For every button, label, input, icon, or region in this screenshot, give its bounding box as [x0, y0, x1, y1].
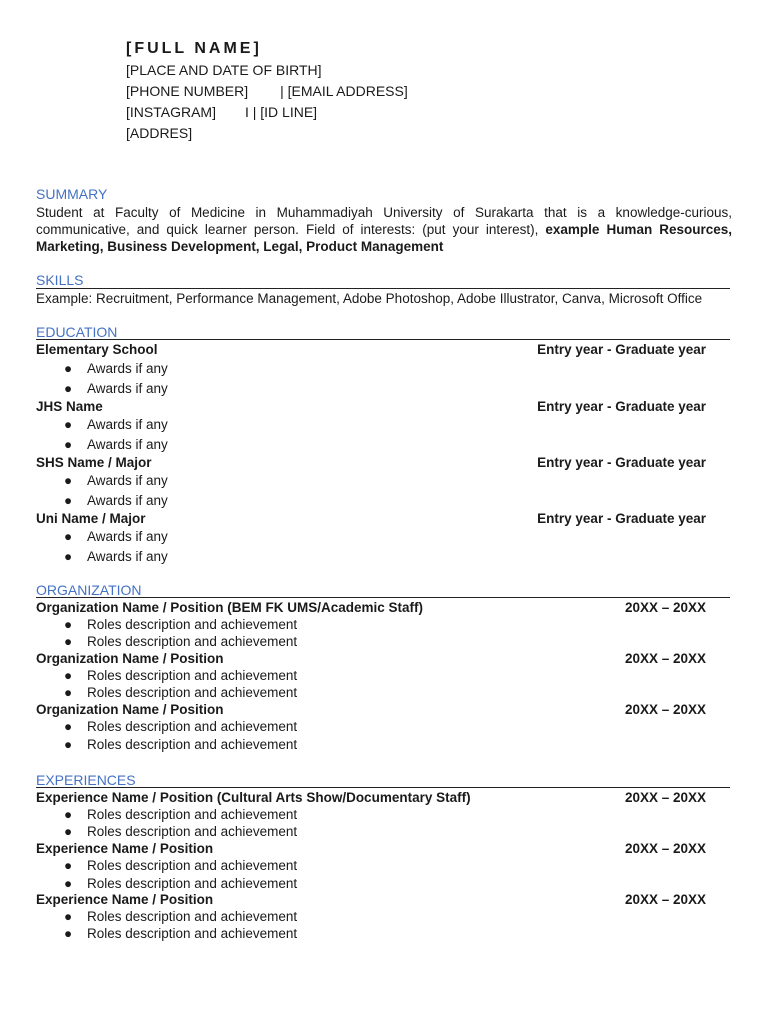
education-name: Elementary School: [36, 342, 158, 357]
education-item: [36, 454, 706, 471]
list-item: ● Roles description and achievement: [64, 634, 298, 649]
list-item: ● Roles description and achievement: [64, 824, 298, 839]
bullet-dot-icon: ●: [64, 685, 73, 700]
phone-number: [PHONE NUMBER]: [126, 83, 249, 99]
list-item: ● Roles description and achievement: [64, 668, 298, 683]
bullet-dot-icon: ●: [64, 719, 73, 734]
education-name: SHS Name / Major: [36, 455, 152, 470]
list-item: ● Awards if any: [64, 529, 168, 544]
address: [ADDRES]: [126, 125, 193, 141]
full-name: [FULL NAME]: [126, 40, 262, 57]
skills-text: Example: Recruitment, Performance Management, Adobe Photoshop, Adobe Illustrator, Canva, Microsoft Office: [36, 291, 703, 306]
list-item: ● Roles description and achievement: [64, 617, 298, 632]
bullet-dot-icon: ●: [64, 807, 73, 822]
list-item: ● Roles description and achievement: [64, 807, 298, 822]
experiences-divider: [36, 787, 730, 788]
bullet-dot-icon: ●: [64, 926, 73, 941]
bullet-dot-icon: ●: [64, 361, 73, 376]
contact-line-2: [126, 102, 408, 123]
organization-years: 20XX – 20XX: [624, 600, 706, 615]
bullet-dot-icon: ●: [64, 824, 73, 839]
skills-title: SKILLS: [36, 272, 84, 288]
education-title: EDUCATION: [36, 324, 118, 340]
experience-years: 20XX – 20XX: [624, 892, 706, 907]
contact-line-1: [126, 81, 408, 102]
skills-divider: [36, 288, 730, 289]
list-item: ● Roles description and achievement: [64, 858, 298, 873]
education-item: [36, 398, 706, 415]
bullet-dot-icon: ●: [64, 876, 73, 891]
experience-name: Experience Name / Position: [36, 841, 214, 856]
organization-name: Organization Name / Position: [36, 702, 224, 717]
organization-years: 20XX – 20XX: [624, 651, 706, 666]
bullet-dot-icon: ●: [64, 634, 73, 649]
list-item: ● Awards if any: [64, 549, 168, 564]
bullet-dot-icon: ●: [64, 909, 73, 924]
experience-name: Experience Name / Position: [36, 892, 214, 907]
summary-title: SUMMARY: [36, 186, 108, 202]
organization-divider: [36, 597, 730, 598]
organization-title: ORGANIZATION: [36, 582, 142, 598]
summary-text-bold: example Human Resources, Marketing, Business Development, Legal, Product Management: [36, 222, 732, 254]
list-item: ● Awards if any: [64, 417, 168, 432]
organization-years: 20XX – 20XX: [624, 702, 706, 717]
header-block: [126, 38, 408, 144]
bullet-dot-icon: ●: [64, 381, 73, 396]
experience-name: Experience Name / Position (Cultural Arts Show/Documentary Staff): [36, 790, 471, 805]
education-name: JHS Name: [36, 399, 103, 414]
education-years: Entry year - Graduate year: [537, 455, 706, 470]
summary-text-plain: Student at Faculty of Medicine in Muhammadiyah University of Surakarta that is a knowledge-curious, communicative, and quick learner person. Field of interests: (put your interest),: [36, 205, 732, 237]
experience-item: [36, 789, 706, 806]
education-years: Entry year - Graduate year: [537, 399, 706, 414]
experience-item: [36, 840, 706, 857]
summary-text: [36, 204, 732, 255]
experience-years: 20XX – 20XX: [624, 841, 706, 856]
list-item: ● Awards if any: [64, 473, 168, 488]
list-item: ● Awards if any: [64, 437, 168, 452]
list-item: ● Awards if any: [64, 381, 168, 396]
education-years: Entry year - Graduate year: [537, 511, 706, 526]
organization-item: [36, 650, 706, 667]
bullet-dot-icon: ●: [64, 417, 73, 432]
organization-item: [36, 701, 706, 718]
education-divider: [36, 339, 730, 340]
experiences-title: EXPERIENCES: [36, 772, 136, 788]
education-item: [36, 510, 706, 527]
bullet-dot-icon: ●: [64, 549, 73, 564]
list-item: ● Roles description and achievement: [64, 685, 298, 700]
education-item: [36, 341, 706, 358]
bullet-dot-icon: ●: [64, 668, 73, 683]
education-years: Entry year - Graduate year: [537, 342, 706, 357]
experience-item: [36, 891, 706, 908]
list-item: ● Roles description and achievement: [64, 719, 298, 734]
list-item: ● Roles description and achievement: [64, 876, 298, 891]
education-name: Uni Name / Major: [36, 511, 146, 526]
bullet-dot-icon: ●: [64, 737, 73, 752]
list-item: ● Roles description and achievement: [64, 909, 298, 924]
bullet-dot-icon: ●: [64, 617, 73, 632]
list-item: ● Awards if any: [64, 493, 168, 508]
place-dob: [PLACE AND DATE OF BIRTH]: [126, 62, 322, 78]
experience-years: 20XX – 20XX: [624, 790, 706, 805]
organization-item: [36, 599, 706, 616]
organization-name: Organization Name / Position (BEM FK UMS/Academic Staff): [36, 600, 424, 615]
list-item: ● Roles description and achievement: [64, 737, 298, 752]
instagram: [INSTAGRAM]: [126, 104, 216, 120]
organization-name: Organization Name / Position: [36, 651, 224, 666]
bullet-dot-icon: ●: [64, 473, 73, 488]
id-line: I | [ID LINE]: [244, 104, 318, 120]
email-address: | [EMAIL ADDRESS]: [280, 83, 408, 99]
bullet-dot-icon: ●: [64, 529, 73, 544]
bullet-dot-icon: ●: [64, 858, 73, 873]
list-item: ● Awards if any: [64, 361, 168, 376]
list-item: ● Roles description and achievement: [64, 926, 298, 941]
bullet-dot-icon: ●: [64, 437, 73, 452]
bullet-dot-icon: ●: [64, 493, 73, 508]
